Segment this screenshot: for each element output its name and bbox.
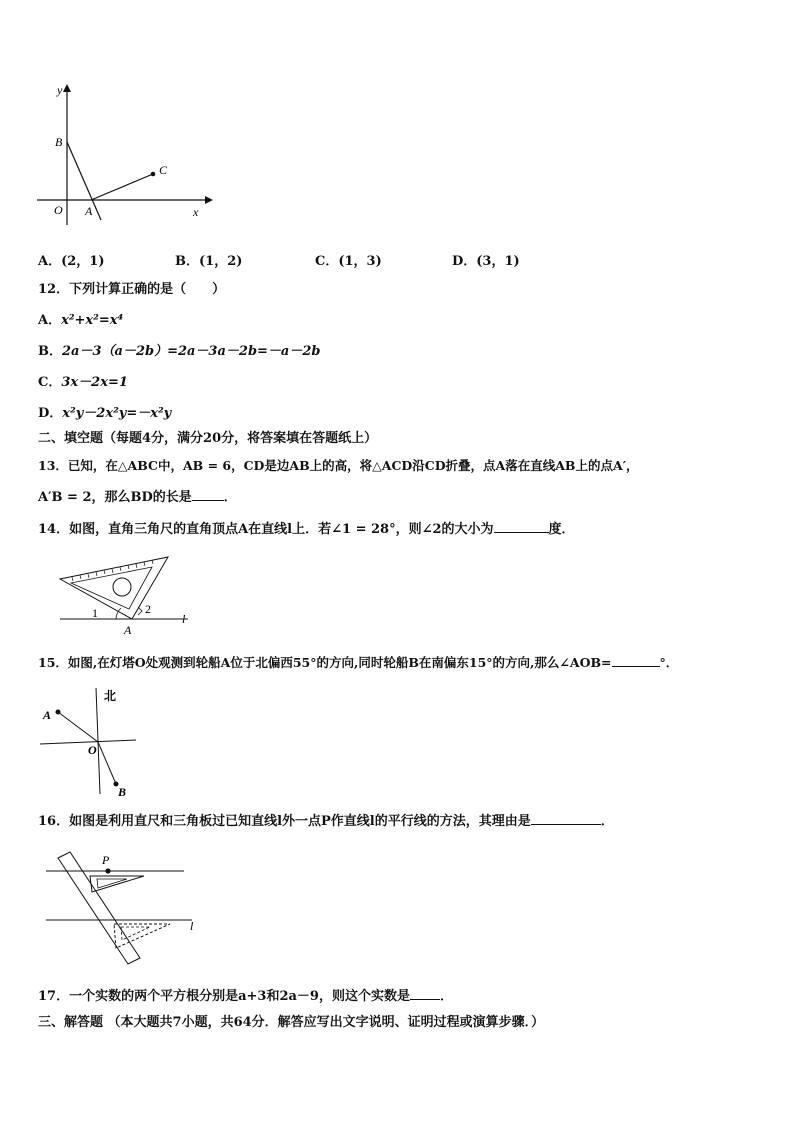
option-c: C．(1，3) xyxy=(315,254,382,269)
q16-stem: 16．如图是利用直尺和三角板过已知直线l外一点P作直线l的平行线的方法，其理由是 ． xyxy=(38,814,614,829)
ruler-triangle-parallel-figure xyxy=(42,848,202,968)
q15-answer-blank[interactable] xyxy=(612,654,660,667)
vertex-a-label: A xyxy=(124,623,132,637)
origin-label: O xyxy=(54,203,63,217)
north-label: 北 xyxy=(104,689,117,703)
lighthouse-o-label: O xyxy=(88,743,97,757)
q12-option-b: B．2a－3（a－2b）=2a－3a－2b=－a－2b xyxy=(38,344,321,359)
option-d: D．(3，1) xyxy=(452,254,520,269)
q13-line2: A′B = 2，那么BD的长是 ． xyxy=(38,490,237,505)
q12-stem: 12．下列计算正确的是（ ） xyxy=(38,282,226,297)
triangle-ruler-figure xyxy=(58,555,198,640)
q14-stem: 14．如图，直角三角尺的直角顶点A在直线l上．若∠1 = 28°，则∠2的大小为 度． xyxy=(38,522,575,537)
angle-1-label: 1 xyxy=(92,606,98,620)
q14-answer-blank[interactable] xyxy=(494,520,549,533)
q12-option-c: C．3x－2x=1 xyxy=(38,375,128,390)
ship-b-label: B xyxy=(118,785,127,799)
q15-stem: 15．如图,在灯塔O处观测到轮船A位于北偏西55°的方向,同时轮船B在南偏东15°的方向,那么∠AOB= °． xyxy=(38,655,679,670)
q16-answer-blank[interactable] xyxy=(531,812,601,825)
option-a: A．(2，1) xyxy=(38,254,105,269)
q12-option-a: A．x²+x²=x⁴ xyxy=(38,313,124,328)
section-2-heading: 二、填空题（每题4分，满分20分，将答案填在答题纸上） xyxy=(38,431,378,446)
point-p-label: P xyxy=(102,853,110,867)
angle-2-label: 2 xyxy=(145,602,151,616)
coordinate-figure xyxy=(35,80,215,230)
point-c-label: C xyxy=(159,163,168,177)
q13-line1: 13．已知，在△ABC中，AB = 6，CD是边AB上的高，将△ACD沿CD折叠，点A落在直线AB上的点A′， xyxy=(38,458,639,473)
compass-figure xyxy=(38,686,148,801)
q13-answer-blank[interactable] xyxy=(192,488,224,501)
section-3-heading: 三、解答题 （本大题共7小题，共64分．解答应写出文字说明、证明过程或演算步骤．） xyxy=(38,1015,545,1030)
q17-stem: 17．一个实数的两个平方根分别是a+3和2a－9，则这个实数是 ． xyxy=(38,989,453,1004)
point-b-label: B xyxy=(55,135,63,149)
line-l-label: l xyxy=(182,612,186,626)
line-l-label: l xyxy=(190,919,194,933)
ship-a-label: A xyxy=(43,708,52,722)
q12-option-d: D．x²y－2x²y=－x²y xyxy=(38,406,172,421)
option-b: B．(1，2) xyxy=(175,254,243,269)
point-a-label: A xyxy=(85,204,93,218)
y-axis-label: y xyxy=(57,83,63,97)
q17-answer-blank[interactable] xyxy=(410,987,440,1000)
x-axis-label: x xyxy=(193,205,199,219)
